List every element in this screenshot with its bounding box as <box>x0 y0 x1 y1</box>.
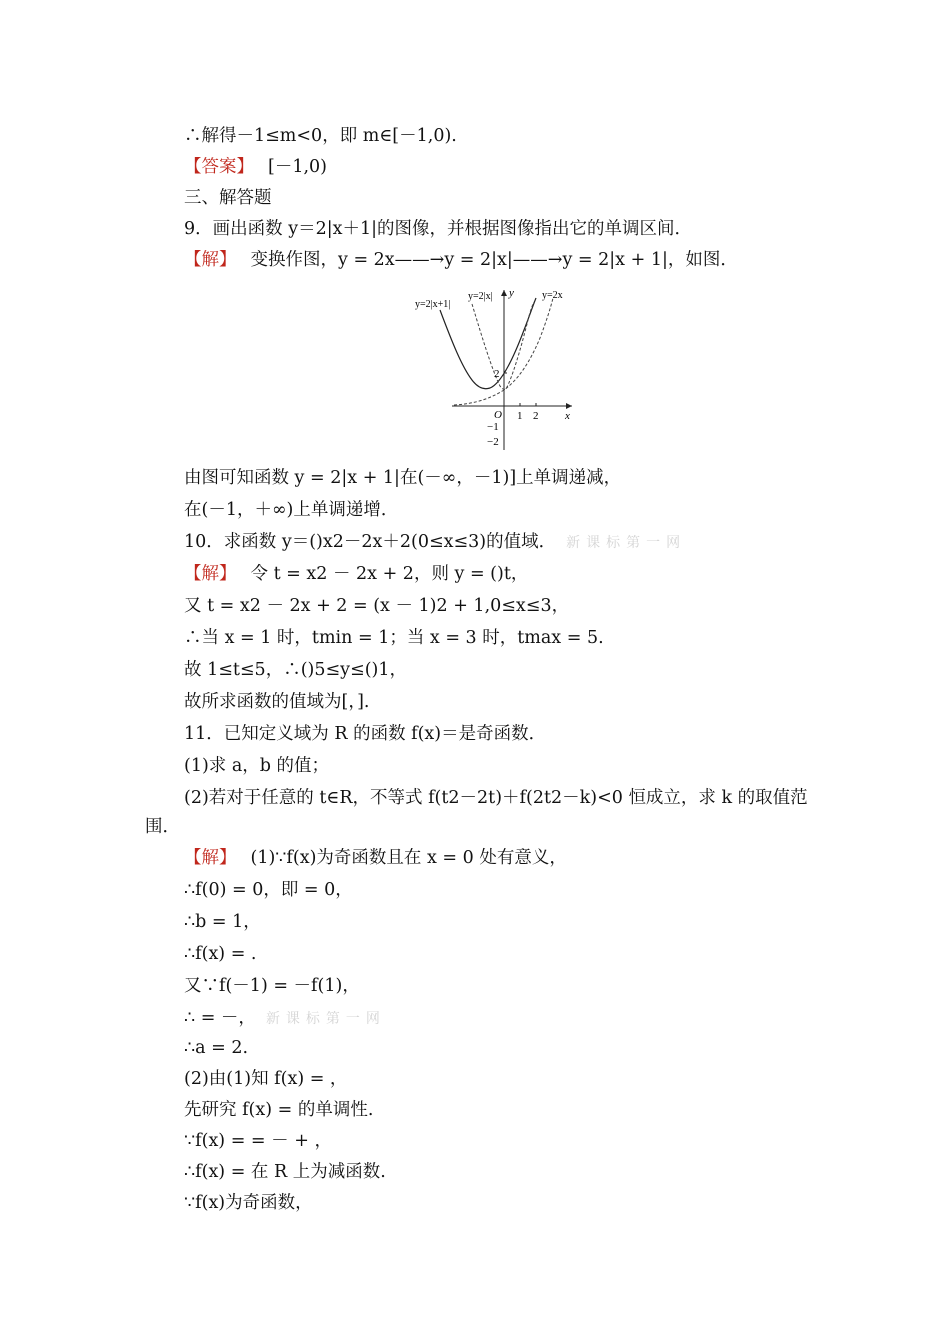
text-line: ∴解得－1≤m<0，即 m∈[－1,0). <box>184 126 457 146</box>
watermark: 新课标第一网 <box>265 1011 386 1027</box>
function-graph-figure <box>412 282 582 454</box>
text-line: 在(－1，＋∞)上单调递增． <box>184 500 399 520</box>
solution-line <box>184 846 567 870</box>
solution-tag: 【解】 <box>184 848 237 868</box>
text-line <box>184 1006 386 1031</box>
answer-line <box>184 155 327 179</box>
x-tick-label-2: 2 <box>533 410 539 422</box>
label-2-pow-x: y=2x <box>542 290 563 301</box>
text-line-content: ∴ = －， <box>184 1008 256 1028</box>
text-line: ∵f(x) = = － + ， <box>184 1131 332 1151</box>
text-line: 围． <box>145 817 180 837</box>
text-line: 故所求函数的值域为[，]. <box>184 692 370 712</box>
answer-text: [－1,0) <box>268 157 327 177</box>
text-line: 又 t = x2 － 2x + 2 = (x － 1)2 + 1,0≤x≤3， <box>184 596 570 616</box>
answer-tag: 【答案】 <box>184 157 254 177</box>
y-tick-label-neg1: −1 <box>487 421 499 433</box>
x-axis-label: x <box>565 410 570 422</box>
solution-line <box>184 562 528 586</box>
text-line: ∴b = 1， <box>184 912 261 932</box>
question-9: 9．画出函数 y＝2|x＋1|的图像，并根据图像指出它的单调区间． <box>184 219 693 239</box>
y-tick-label-neg2: −2 <box>487 436 499 448</box>
text-line: 又∵f(－1) = －f(1)， <box>184 976 360 996</box>
y-tick-label-2: 2 <box>494 368 500 380</box>
solution-line <box>184 248 738 272</box>
solution-text: 令 t = x2 － 2x + 2，则 y = ()t， <box>250 564 529 584</box>
label-2-abs-x: y=2|x| <box>468 291 493 302</box>
question-11: 11．已知定义域为 R 的函数 f(x)＝是奇函数． <box>184 724 547 744</box>
text-line: ∴a = 2. <box>184 1038 249 1058</box>
question-10-text: 10．求函数 y＝()x2－2x＋2(0≤x≤3)的值域． <box>184 532 557 552</box>
solution-text: 变换作图，y = 2x——→y = 2|x|——→y = 2|x + 1|，如图． <box>250 250 738 270</box>
y-axis-arrow <box>501 290 507 296</box>
x-tick-label-1: 1 <box>517 410 523 422</box>
text-line: 由图可知函数 y = 2|x + 1|在(－∞，－1)]上单调递减， <box>184 468 622 488</box>
watermark: 新课标第一网 <box>566 535 687 551</box>
text-line: ∴f(0) = 0，即 = 0， <box>184 880 353 900</box>
text-line: ∵f(x)为奇函数， <box>184 1193 313 1213</box>
solution-tag: 【解】 <box>184 250 237 270</box>
text-line: ∴当 x = 1 时，tmin = 1；当 x = 3 时，tmax = 5. <box>184 628 604 648</box>
label-2-abs-x-plus-1: y=2|x+1| <box>415 299 451 310</box>
solution-tag: 【解】 <box>184 564 237 584</box>
text-line: (2)若对于任意的 t∈R，不等式 f(t2－2t)＋f(2t2－k)<0 恒成立，求 k 的取值范 <box>184 788 808 808</box>
section-heading: 三、解答题 <box>184 188 272 208</box>
text-line: (2)由(1)知 f(x) = ， <box>184 1069 348 1089</box>
text-line: ∴f(x) = . <box>184 944 257 964</box>
text-line: 故 1≤t≤5，∴()5≤y≤()1， <box>184 660 407 680</box>
curve-2-abs-x <box>472 302 534 389</box>
text-line: 先研究 f(x) = 的单调性. <box>184 1100 374 1120</box>
text-line: ∴f(x) = 在 R 上为减函数. <box>184 1162 386 1182</box>
solution-text: (1)∵f(x)为奇函数且在 x = 0 处有意义， <box>250 848 567 868</box>
y-axis-label: y <box>509 287 514 299</box>
origin-label: O <box>494 409 502 421</box>
text-line: (1)求 a，b 的值； <box>184 756 330 776</box>
question-10 <box>184 530 686 555</box>
x-axis-arrow <box>566 403 572 409</box>
